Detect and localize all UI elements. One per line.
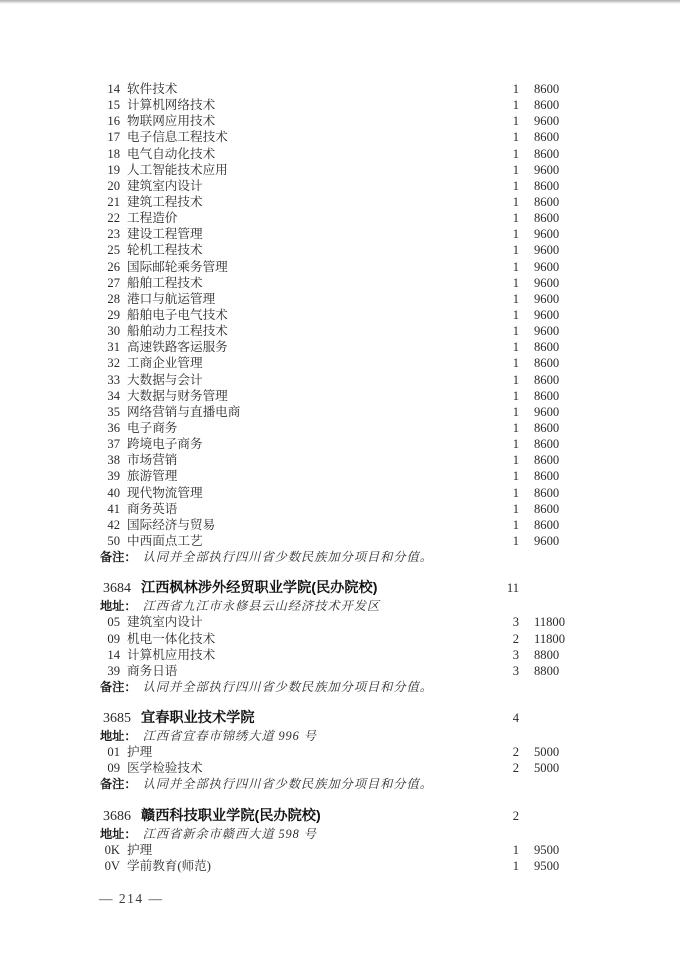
program-code: 0V (104, 858, 120, 873)
program-quota: 2 (512, 745, 519, 760)
program-quota: 1 (512, 146, 519, 161)
program-name: 高速铁路客运服务 (127, 340, 228, 355)
program-code: 39 (107, 469, 120, 484)
program-quota: 1 (512, 227, 519, 242)
remark-row (100, 679, 565, 695)
program-quota: 1 (512, 324, 519, 339)
program-quota: 1 (512, 259, 519, 274)
program-name: 护理 (127, 842, 153, 857)
program-code: 50 (107, 533, 120, 548)
program-quota: 1 (512, 437, 519, 452)
program-code: 0K (104, 842, 120, 857)
program-name: 港口与航运管理 (127, 291, 216, 306)
program-row (100, 81, 565, 97)
program-fee: 8600 (534, 501, 560, 516)
program-code: 17 (107, 130, 120, 145)
program-code: 33 (107, 372, 120, 387)
program-row (100, 420, 565, 436)
program-quota: 1 (512, 194, 519, 209)
program-name: 物联网应用技术 (127, 114, 216, 129)
program-fee: 8600 (534, 372, 560, 387)
page-top-edge (0, 0, 680, 4)
program-row (100, 97, 565, 113)
school-code: 3684 (103, 581, 131, 597)
program-code: 29 (107, 307, 120, 322)
remark-value: 认同并全部执行四川省少数民族加分项目和分值。 (142, 550, 433, 565)
program-fee: 8600 (534, 517, 560, 532)
program-code: 35 (107, 404, 120, 419)
program-list (100, 842, 565, 874)
program-code: 25 (107, 243, 120, 258)
program-row (100, 210, 565, 226)
page-number: — 214 — (99, 891, 164, 906)
program-row (100, 760, 565, 776)
program-row (100, 242, 565, 258)
program-code: 15 (107, 98, 120, 113)
address-value: 江西省宜春市锦绣大道 996 号 (142, 729, 317, 744)
program-quota: 1 (512, 858, 519, 873)
program-row (100, 146, 565, 162)
remark-row (100, 776, 565, 792)
program-fee: 11800 (534, 615, 566, 630)
program-fee: 8600 (534, 340, 560, 355)
program-row (100, 647, 565, 663)
remark-label: 备注： (100, 550, 137, 565)
address-row (100, 598, 565, 614)
program-quota: 1 (512, 453, 519, 468)
program-fee: 8600 (534, 437, 560, 452)
program-code: 05 (107, 615, 120, 630)
program-row (100, 291, 565, 307)
program-row (100, 468, 565, 484)
program-quota: 1 (512, 420, 519, 435)
program-row (100, 275, 565, 291)
school-quota: 4 (512, 711, 519, 726)
program-row (100, 323, 565, 339)
program-fee: 9600 (534, 533, 560, 548)
program-code: 34 (107, 388, 120, 403)
program-fee: 11800 (534, 631, 566, 646)
program-name: 人工智能技术应用 (127, 162, 228, 177)
program-name: 跨境电子商务 (127, 437, 203, 452)
program-name: 工程造价 (127, 211, 178, 226)
program-row (100, 355, 565, 371)
program-quota: 2 (512, 631, 519, 646)
program-name: 建筑室内设计 (127, 178, 203, 193)
program-name: 市场营销 (127, 453, 178, 468)
program-quota: 1 (512, 469, 519, 484)
program-row (100, 842, 565, 858)
program-row (100, 339, 565, 355)
program-fee: 8600 (534, 130, 560, 145)
program-code: 28 (107, 291, 120, 306)
program-row (100, 631, 565, 647)
program-code: 41 (107, 501, 120, 516)
program-code: 36 (107, 420, 120, 435)
program-quota: 3 (512, 615, 519, 630)
program-fee: 8600 (534, 453, 560, 468)
program-name: 医学检验技术 (127, 761, 203, 776)
program-code: 09 (107, 761, 120, 776)
program-fee: 8600 (534, 211, 560, 226)
school-header (100, 806, 565, 826)
remark-label: 备注： (100, 777, 137, 792)
program-code: 42 (107, 517, 120, 532)
program-row (100, 452, 565, 468)
program-name: 电气自动化技术 (127, 146, 216, 161)
program-row (100, 485, 565, 501)
program-code: 09 (107, 631, 120, 646)
program-code: 14 (107, 82, 120, 96)
program-name: 国际经济与贸易 (127, 517, 216, 532)
program-row (100, 307, 565, 323)
program-quota: 1 (512, 388, 519, 403)
school-name: 赣西科技职业学院(民办院校) (141, 807, 321, 824)
program-code: 01 (107, 745, 120, 760)
program-name: 现代物流管理 (127, 485, 203, 500)
program-row (100, 372, 565, 388)
program-code: 22 (107, 211, 120, 226)
program-code: 39 (107, 663, 120, 678)
program-name: 电子商务 (127, 420, 178, 435)
program-row (100, 194, 565, 210)
remark-label: 备注： (100, 679, 137, 694)
program-quota: 1 (512, 211, 519, 226)
program-quota: 1 (512, 178, 519, 193)
program-row (100, 436, 565, 452)
program-code: 23 (107, 227, 120, 242)
program-name: 大数据与会计 (127, 372, 203, 387)
program-fee: 9600 (534, 291, 560, 306)
program-row (100, 533, 565, 549)
program-name: 轮机工程技术 (127, 243, 203, 258)
program-quota: 1 (512, 98, 519, 113)
program-row (100, 614, 565, 630)
program-quota: 1 (512, 485, 519, 500)
program-code: 31 (107, 340, 120, 355)
school-code: 3686 (103, 808, 131, 824)
program-list (100, 744, 565, 776)
program-code: 40 (107, 485, 120, 500)
program-name: 商务日语 (127, 663, 178, 678)
program-quota: 1 (512, 243, 519, 258)
program-name: 大数据与财务管理 (127, 388, 228, 403)
program-name: 船舶电子电气技术 (127, 307, 228, 322)
school-header (100, 708, 565, 728)
program-code: 38 (107, 453, 120, 468)
program-quota: 1 (512, 533, 519, 548)
program-quota: 1 (512, 275, 519, 290)
page-content (100, 81, 565, 874)
address-label: 地址： (100, 826, 137, 841)
school-sections (100, 578, 565, 874)
program-quota: 1 (512, 82, 519, 96)
program-row (100, 129, 565, 145)
program-fee: 8600 (534, 98, 560, 113)
program-fee: 8600 (534, 420, 560, 435)
program-fee: 9600 (534, 227, 560, 242)
program-name: 计算机应用技术 (127, 647, 216, 662)
program-name: 工商企业管理 (127, 356, 203, 371)
program-code: 20 (107, 178, 120, 193)
program-code: 18 (107, 146, 120, 161)
program-quota: 1 (512, 307, 519, 322)
program-name: 商务英语 (127, 501, 178, 516)
address-label: 地址： (100, 729, 137, 744)
program-name: 护理 (127, 745, 153, 760)
program-name: 计算机网络技术 (127, 98, 216, 113)
program-name: 建筑室内设计 (127, 615, 203, 630)
program-fee: 8600 (534, 469, 560, 484)
program-quota: 1 (512, 842, 519, 857)
program-code: 32 (107, 356, 120, 371)
program-fee: 8800 (534, 647, 560, 662)
program-row (100, 663, 565, 679)
program-name: 建筑工程技术 (127, 194, 203, 209)
program-quota: 3 (512, 647, 519, 662)
program-quota: 2 (512, 761, 519, 776)
program-row (100, 404, 565, 420)
program-name: 船舶动力工程技术 (127, 324, 228, 339)
address-row (100, 826, 565, 842)
program-row (100, 858, 565, 874)
program-fee: 8600 (534, 194, 560, 209)
remark-value: 认同并全部执行四川省少数民族加分项目和分值。 (142, 679, 433, 694)
program-fee: 9600 (534, 275, 560, 290)
program-name: 电子信息工程技术 (127, 130, 228, 145)
program-fee: 8600 (534, 356, 560, 371)
school-quota: 2 (512, 808, 519, 823)
program-fee: 9600 (534, 259, 560, 274)
program-row (100, 162, 565, 178)
school-quota: 11 (506, 581, 519, 596)
program-fee: 9500 (534, 842, 560, 857)
program-row (100, 113, 565, 129)
remark-value: 认同并全部执行四川省少数民族加分项目和分值。 (142, 777, 433, 792)
program-fee: 8600 (534, 82, 560, 96)
program-row (100, 744, 565, 760)
program-name: 学前教育(师范) (127, 858, 211, 873)
program-code: 16 (107, 114, 120, 129)
address-row (100, 728, 565, 744)
program-quota: 1 (512, 404, 519, 419)
program-quota: 1 (512, 517, 519, 532)
program-quota: 1 (512, 114, 519, 129)
program-quota: 1 (512, 130, 519, 145)
program-row (100, 259, 565, 275)
program-name: 软件技术 (127, 82, 178, 96)
school-name: 宜春职业技术学院 (141, 710, 255, 727)
address-label: 地址： (100, 599, 137, 614)
program-name: 中西面点工艺 (127, 533, 203, 548)
program-name: 建设工程管理 (127, 227, 203, 242)
program-row (100, 226, 565, 242)
program-code: 21 (107, 194, 120, 209)
program-list (100, 614, 565, 679)
school-section (100, 806, 565, 874)
program-fee: 5000 (534, 761, 560, 776)
program-code: 19 (107, 162, 120, 177)
remark-row (100, 549, 565, 565)
program-fee: 8600 (534, 388, 560, 403)
program-quota: 1 (512, 291, 519, 306)
program-code: 26 (107, 259, 120, 274)
school-section (100, 708, 565, 793)
program-name: 旅游管理 (127, 469, 178, 484)
program-fee: 9500 (534, 858, 560, 873)
program-fee: 8800 (534, 663, 560, 678)
address-value: 江西省新余市赣西大道 598 号 (142, 826, 317, 841)
program-name: 网络营销与直播电商 (127, 404, 241, 419)
program-row (100, 178, 565, 194)
program-fee: 8600 (534, 146, 560, 161)
program-name: 机电一体化技术 (127, 631, 216, 646)
program-code: 14 (107, 647, 120, 662)
program-name: 船舶工程技术 (127, 275, 203, 290)
program-code: 30 (107, 324, 120, 339)
program-code: 37 (107, 437, 120, 452)
program-code: 27 (107, 275, 120, 290)
program-fee: 9600 (534, 404, 560, 419)
program-quota: 1 (512, 372, 519, 387)
program-fee: 9600 (534, 324, 560, 339)
program-quota: 1 (512, 501, 519, 516)
program-row (100, 517, 565, 533)
school-header (100, 578, 565, 598)
school-code: 3685 (103, 711, 131, 727)
school-section (100, 578, 565, 695)
program-quota: 1 (512, 340, 519, 355)
program-fee: 9600 (534, 162, 560, 177)
program-name: 国际邮轮乘务管理 (127, 259, 228, 274)
program-quota: 1 (512, 356, 519, 371)
program-quota: 3 (512, 663, 519, 678)
program-fee: 5000 (534, 745, 560, 760)
program-fee: 9600 (534, 243, 560, 258)
program-fee: 9600 (534, 307, 560, 322)
program-fee: 8600 (534, 178, 560, 193)
school-name: 江西枫林涉外经贸职业学院(民办院校) (141, 580, 378, 597)
continued-program-list (100, 81, 565, 549)
program-row (100, 388, 565, 404)
program-fee: 9600 (534, 114, 560, 129)
program-quota: 1 (512, 162, 519, 177)
address-value: 江西省九江市永修县云山经济技术开发区 (142, 599, 381, 614)
program-fee: 8600 (534, 485, 560, 500)
program-row (100, 501, 565, 517)
